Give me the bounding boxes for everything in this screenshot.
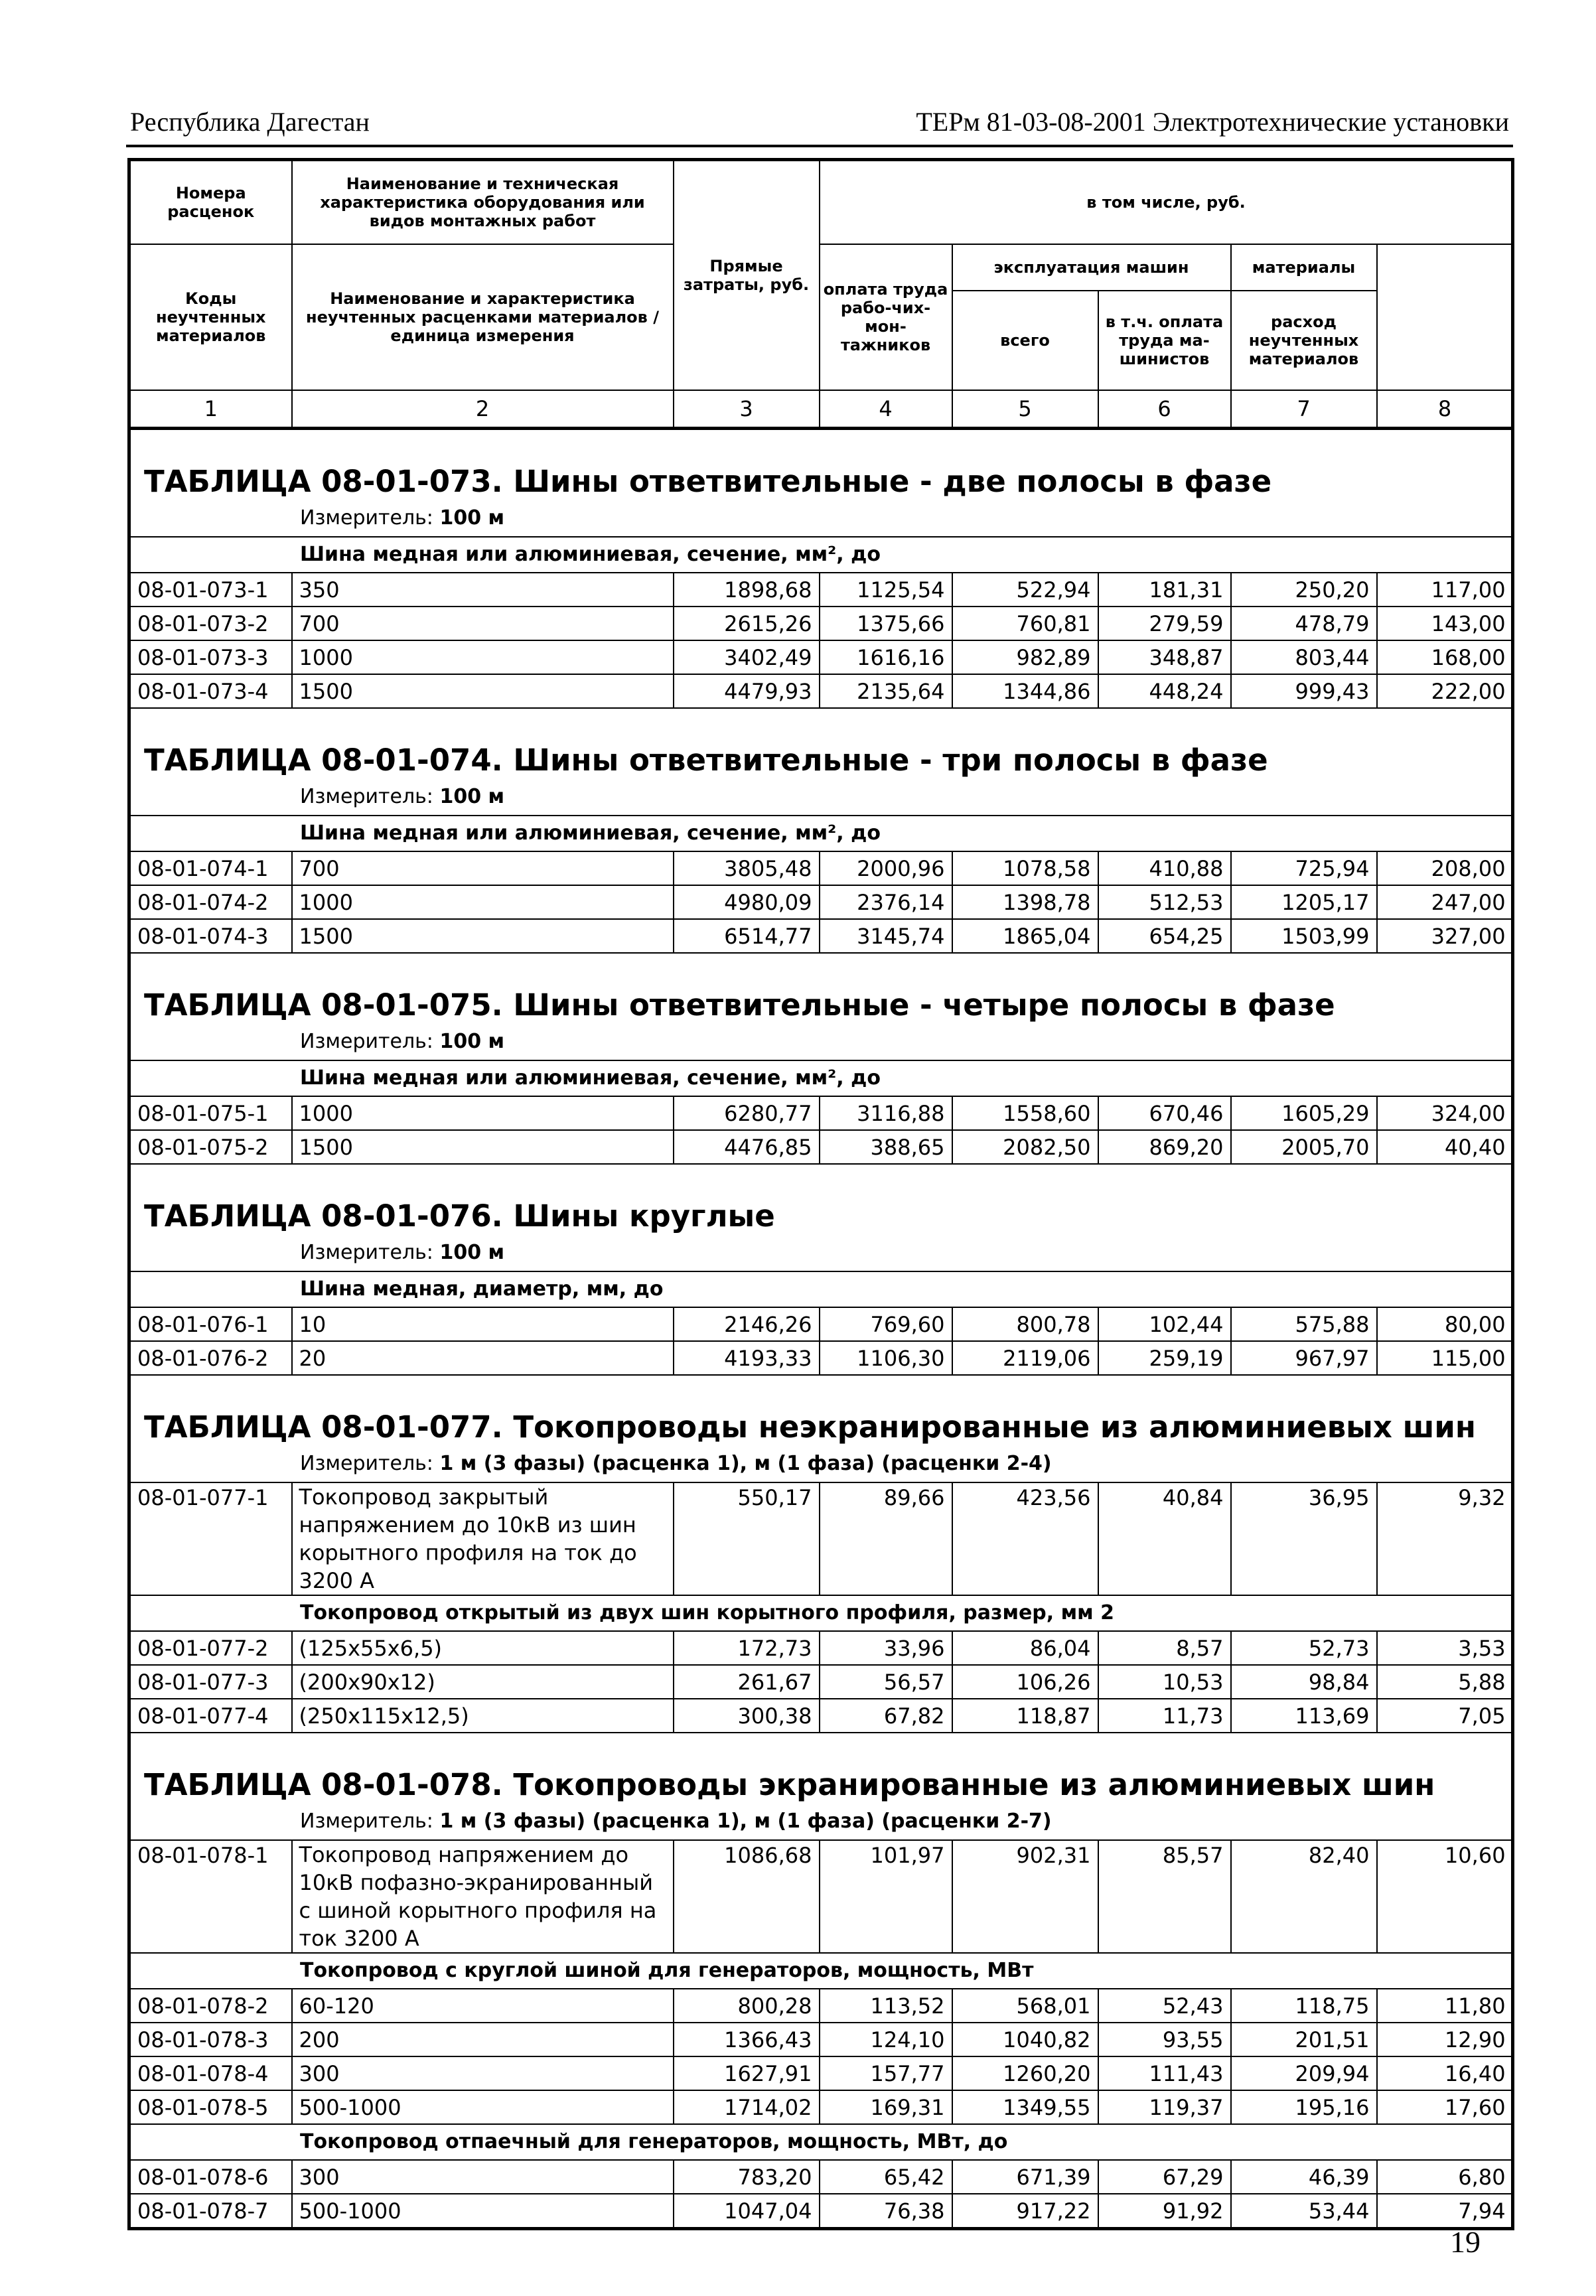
worker-pay: 56,57	[820, 1665, 952, 1699]
machines-total: 106,26	[952, 1665, 1098, 1699]
materials: 725,94	[1231, 851, 1377, 885]
header-row	[129, 160, 1513, 245]
machines-total: 1398,78	[952, 885, 1098, 919]
table-row	[129, 607, 1513, 640]
worker-pay: 113,52	[820, 1989, 952, 2023]
materials: 98,84	[1231, 1665, 1377, 1699]
worker-pay: 2000,96	[820, 851, 952, 885]
description: 300	[292, 2160, 674, 2194]
header-codes: Номера расценок	[129, 160, 292, 245]
worker-pay: 1375,66	[820, 607, 952, 640]
description: 700	[292, 607, 674, 640]
direct-costs: 3402,49	[674, 640, 820, 674]
materials: 250,20	[1231, 573, 1377, 607]
labor-hours: 80,00	[1377, 1307, 1513, 1341]
table-row	[129, 2090, 1513, 2124]
materials: 803,44	[1231, 640, 1377, 674]
group-label: Шина медная или алюминиевая, сечение, мм², до	[129, 1060, 1513, 1096]
group-label-row	[129, 1953, 1513, 1989]
table-row	[129, 2056, 1513, 2090]
group-label-row	[129, 816, 1513, 851]
direct-costs: 6514,77	[674, 919, 820, 953]
price-table	[127, 158, 1514, 2230]
table-row	[129, 1840, 1513, 1953]
measure-label: Измеритель:	[300, 785, 433, 808]
measure-row	[129, 1804, 1513, 1840]
direct-costs: 1714,02	[674, 2090, 820, 2124]
machines-total: 1260,20	[952, 2056, 1098, 2090]
header-document-title: ТЕРм 81-03-08-2001 Электротехнические установки	[916, 107, 1509, 137]
table-row	[129, 1341, 1513, 1375]
labor-hours: 40,40	[1377, 1130, 1513, 1164]
machinist-pay: 670,46	[1098, 1096, 1231, 1130]
direct-costs: 1086,68	[674, 1840, 820, 1953]
labor-hours: 16,40	[1377, 2056, 1513, 2090]
price-code: 08-01-075-1	[129, 1096, 292, 1130]
price-code: 08-01-074-3	[129, 919, 292, 953]
group-label: Шина медная или алюминиевая, сечение, мм², до	[129, 816, 1513, 851]
price-code: 08-01-078-1	[129, 1840, 292, 1953]
measure	[129, 1446, 1513, 1482]
measure-label: Измеритель:	[300, 506, 433, 530]
worker-pay: 2376,14	[820, 885, 952, 919]
measure-row	[129, 500, 1513, 537]
machines-total: 2082,50	[952, 1130, 1098, 1164]
header-material-codes: Коды неучтенных материалов	[129, 244, 292, 390]
header-machines: эксплуатация машин	[952, 244, 1231, 291]
machinist-pay: 93,55	[1098, 2023, 1231, 2056]
column-number: 2	[292, 390, 674, 429]
description: 500-1000	[292, 2194, 674, 2229]
measure-row	[129, 1446, 1513, 1482]
labor-hours: 3,53	[1377, 1631, 1513, 1665]
worker-pay: 157,77	[820, 2056, 952, 2090]
description: 300	[292, 2056, 674, 2090]
header-material-name: Наименование и характеристика неучтенных расценками материалов / единица измерения	[292, 244, 674, 390]
price-code: 08-01-074-1	[129, 851, 292, 885]
price-code: 08-01-073-1	[129, 573, 292, 607]
measure-value: 1 м (3 фазы) (расценка 1), м (1 фаза) (расценки 2-7)	[439, 1810, 1052, 1833]
measure-row	[129, 779, 1513, 816]
worker-pay: 1106,30	[820, 1341, 952, 1375]
labor-hours: 9,32	[1377, 1482, 1513, 1595]
price-code: 08-01-078-2	[129, 1989, 292, 2023]
price-code: 08-01-078-5	[129, 2090, 292, 2124]
machines-total: 2119,06	[952, 1341, 1098, 1375]
machinist-pay: 91,92	[1098, 2194, 1231, 2229]
measure-label: Измеритель:	[300, 1241, 433, 1264]
machines-total: 902,31	[952, 1840, 1098, 1953]
measure-label: Измеритель:	[300, 1030, 433, 1053]
labor-hours: 17,60	[1377, 2090, 1513, 2124]
price-code: 08-01-073-3	[129, 640, 292, 674]
machinist-pay: 102,44	[1098, 1307, 1231, 1341]
materials: 118,75	[1231, 1989, 1377, 2023]
description: 350	[292, 573, 674, 607]
price-code: 08-01-078-7	[129, 2194, 292, 2229]
price-code: 08-01-077-3	[129, 1665, 292, 1699]
table-row	[129, 1482, 1513, 1595]
machines-total: 982,89	[952, 640, 1098, 674]
table-title: ТАБЛИЦА 08-01-074. Шины ответвительные - три полосы в фазе	[129, 708, 1513, 779]
materials: 2005,70	[1231, 1130, 1377, 1164]
machinist-pay: 181,31	[1098, 573, 1231, 607]
price-code: 08-01-076-1	[129, 1307, 292, 1341]
machines-total: 917,22	[952, 2194, 1098, 2229]
machines-total: 522,94	[952, 573, 1098, 607]
materials: 1503,99	[1231, 919, 1377, 953]
direct-costs: 2615,26	[674, 607, 820, 640]
labor-hours: 12,90	[1377, 2023, 1513, 2056]
machinist-pay: 11,73	[1098, 1699, 1231, 1733]
measure	[129, 779, 1513, 816]
group-label: Шина медная, диаметр, мм, до	[129, 1271, 1513, 1307]
header-row	[129, 244, 1513, 291]
header-worker-pay: оплата труда рабо-чих-мон-тажников	[820, 244, 952, 390]
machines-total: 1349,55	[952, 2090, 1098, 2124]
materials: 82,40	[1231, 1840, 1377, 1953]
table-row	[129, 1665, 1513, 1699]
measure	[129, 1024, 1513, 1060]
description: Токопровод закрытый напряжением до 10кВ из шин корытного профиля на ток до 3200 А	[292, 1482, 674, 1595]
measure-label: Измеритель:	[300, 1452, 433, 1475]
machinist-pay: 67,29	[1098, 2160, 1231, 2194]
worker-pay: 2135,64	[820, 674, 952, 708]
machines-total: 760,81	[952, 607, 1098, 640]
direct-costs: 1627,91	[674, 2056, 820, 2090]
machinist-pay: 654,25	[1098, 919, 1231, 953]
description: 1000	[292, 640, 674, 674]
machinist-pay: 8,57	[1098, 1631, 1231, 1665]
header-materials: материалы	[1231, 244, 1377, 291]
table-row	[129, 674, 1513, 708]
table-title: ТАБЛИЦА 08-01-078. Токопроводы экранированные из алюминиевых шин	[129, 1733, 1513, 1804]
table-row	[129, 1307, 1513, 1341]
price-code: 08-01-074-2	[129, 885, 292, 919]
materials: 53,44	[1231, 2194, 1377, 2229]
description: 200	[292, 2023, 674, 2056]
direct-costs: 800,28	[674, 1989, 820, 2023]
worker-pay: 101,97	[820, 1840, 952, 1953]
table-title-row	[129, 1375, 1513, 1446]
description: 1500	[292, 919, 674, 953]
group-label-row	[129, 1271, 1513, 1307]
machines-total: 568,01	[952, 1989, 1098, 2023]
description: 20	[292, 1341, 674, 1375]
machines-total: 86,04	[952, 1631, 1098, 1665]
labor-hours: 117,00	[1377, 573, 1513, 607]
materials: 52,73	[1231, 1631, 1377, 1665]
machinist-pay: 448,24	[1098, 674, 1231, 708]
table-row	[129, 2194, 1513, 2229]
direct-costs: 783,20	[674, 2160, 820, 2194]
description: 1000	[292, 1096, 674, 1130]
worker-pay: 124,10	[820, 2023, 952, 2056]
price-code: 08-01-078-4	[129, 2056, 292, 2090]
machines-total: 1078,58	[952, 851, 1098, 885]
header-name: Наименование и техническая характеристика оборудования или видов монтажных работ	[292, 160, 674, 245]
materials: 967,97	[1231, 1341, 1377, 1375]
machinist-pay: 52,43	[1098, 1989, 1231, 2023]
direct-costs: 4476,85	[674, 1130, 820, 1164]
labor-hours: 327,00	[1377, 919, 1513, 953]
worker-pay: 67,82	[820, 1699, 952, 1733]
machines-total: 1865,04	[952, 919, 1098, 953]
labor-hours: 7,05	[1377, 1699, 1513, 1733]
price-code: 08-01-075-2	[129, 1130, 292, 1164]
table-row	[129, 1989, 1513, 2023]
labor-hours: 324,00	[1377, 1096, 1513, 1130]
labor-hours: 168,00	[1377, 640, 1513, 674]
header-machinist-pay: в т.ч. оплата труда ма-шинистов	[1098, 291, 1231, 390]
worker-pay: 33,96	[820, 1631, 952, 1665]
column-number: 8	[1377, 390, 1513, 429]
description: 1500	[292, 1130, 674, 1164]
table-row	[129, 2023, 1513, 2056]
table-title-row	[129, 708, 1513, 779]
worker-pay: 3145,74	[820, 919, 952, 953]
description: 10	[292, 1307, 674, 1341]
labor-hours: 247,00	[1377, 885, 1513, 919]
materials: 195,16	[1231, 2090, 1377, 2124]
column-number: 7	[1231, 390, 1377, 429]
table-row	[129, 1699, 1513, 1733]
labor-hours: 7,94	[1377, 2194, 1513, 2229]
materials: 113,69	[1231, 1699, 1377, 1733]
machinist-pay: 348,87	[1098, 640, 1231, 674]
labor-hours: 5,88	[1377, 1665, 1513, 1699]
direct-costs: 261,67	[674, 1665, 820, 1699]
labor-hours: 115,00	[1377, 1341, 1513, 1375]
table-row	[129, 1631, 1513, 1665]
group-label: Токопровод с круглой шиной для генераторов, мощность, МВт	[129, 1953, 1513, 1989]
direct-costs: 3805,48	[674, 851, 820, 885]
measure	[129, 1804, 1513, 1840]
column-number: 1	[129, 390, 292, 429]
materials: 46,39	[1231, 2160, 1377, 2194]
worker-pay: 65,42	[820, 2160, 952, 2194]
labor-hours: 11,80	[1377, 1989, 1513, 2023]
labor-hours: 208,00	[1377, 851, 1513, 885]
worker-pay: 388,65	[820, 1130, 952, 1164]
materials: 478,79	[1231, 607, 1377, 640]
labor-hours: 222,00	[1377, 674, 1513, 708]
table-title: ТАБЛИЦА 08-01-075. Шины ответвительные - четыре полосы в фазе	[129, 953, 1513, 1024]
table-title-row	[129, 429, 1513, 501]
worker-pay: 3116,88	[820, 1096, 952, 1130]
worker-pay: 1616,16	[820, 640, 952, 674]
description: 60-120	[292, 1989, 674, 2023]
table-row	[129, 2160, 1513, 2194]
direct-costs: 550,17	[674, 1482, 820, 1595]
price-code: 08-01-073-4	[129, 674, 292, 708]
table-row	[129, 573, 1513, 607]
table-row	[129, 851, 1513, 885]
price-code: 08-01-078-3	[129, 2023, 292, 2056]
description: (250x115x12,5)	[292, 1699, 674, 1733]
direct-costs: 6280,77	[674, 1096, 820, 1130]
measure-value: 1 м (3 фазы) (расценка 1), м (1 фаза) (расценки 2-4)	[439, 1452, 1052, 1475]
materials: 1205,17	[1231, 885, 1377, 919]
column-number: 4	[820, 390, 952, 429]
header-region: Республика Дагестан	[130, 107, 370, 137]
group-label-row	[129, 1595, 1513, 1631]
materials: 201,51	[1231, 2023, 1377, 2056]
machinist-pay: 85,57	[1098, 1840, 1231, 1953]
worker-pay: 89,66	[820, 1482, 952, 1595]
measure-value: 100 м	[439, 1030, 505, 1053]
column-number: 5	[952, 390, 1098, 429]
header-direct-costs: Прямые затраты, руб.	[674, 160, 820, 391]
labor-hours: 143,00	[1377, 607, 1513, 640]
measure-value: 100 м	[439, 785, 505, 808]
group-label: Шина медная или алюминиевая, сечение, мм², до	[129, 537, 1513, 573]
table-title-row	[129, 1733, 1513, 1804]
machines-total: 1344,86	[952, 674, 1098, 708]
group-label: Токопровод открытый из двух шин корытного профиля, размер, мм 2	[129, 1595, 1513, 1631]
machinist-pay: 111,43	[1098, 2056, 1231, 2090]
group-label-row	[129, 2124, 1513, 2160]
direct-costs: 1366,43	[674, 2023, 820, 2056]
price-code: 08-01-073-2	[129, 607, 292, 640]
direct-costs: 4479,93	[674, 674, 820, 708]
price-code: 08-01-077-4	[129, 1699, 292, 1733]
machines-total: 671,39	[952, 2160, 1098, 2194]
machines-total: 1558,60	[952, 1096, 1098, 1130]
machinist-pay: 119,37	[1098, 2090, 1231, 2124]
worker-pay: 1125,54	[820, 573, 952, 607]
page-header	[126, 105, 1513, 147]
description: 700	[292, 851, 674, 885]
direct-costs: 2146,26	[674, 1307, 820, 1341]
table-title: ТАБЛИЦА 08-01-073. Шины ответвительные - две полосы в фазе	[129, 429, 1513, 501]
direct-costs: 300,38	[674, 1699, 820, 1733]
description: 500-1000	[292, 2090, 674, 2124]
measure-value: 100 м	[439, 506, 505, 530]
table-title: ТАБЛИЦА 08-01-076. Шины круглые	[129, 1164, 1513, 1235]
machinist-pay: 10,53	[1098, 1665, 1231, 1699]
column-number: 3	[674, 390, 820, 429]
table-row	[129, 919, 1513, 953]
table-title-row	[129, 1164, 1513, 1235]
machinist-pay: 512,53	[1098, 885, 1231, 919]
worker-pay: 769,60	[820, 1307, 952, 1341]
worker-pay: 169,31	[820, 2090, 952, 2124]
description: Токопровод напряжением до 10кВ пофазно-экранированный с шиной корытного профиля на ток 3200 А	[292, 1840, 674, 1953]
group-label-row	[129, 537, 1513, 573]
materials: 36,95	[1231, 1482, 1377, 1595]
measure	[129, 1235, 1513, 1271]
measure	[129, 500, 1513, 537]
price-code: 08-01-078-6	[129, 2160, 292, 2194]
direct-costs: 1898,68	[674, 573, 820, 607]
machinist-pay: 259,19	[1098, 1341, 1231, 1375]
table-row	[129, 885, 1513, 919]
worker-pay: 76,38	[820, 2194, 952, 2229]
machinist-pay: 279,59	[1098, 607, 1231, 640]
price-code: 08-01-077-1	[129, 1482, 292, 1595]
labor-hours: 6,80	[1377, 2160, 1513, 2194]
labor-hours: 10,60	[1377, 1840, 1513, 1953]
description: 1000	[292, 885, 674, 919]
direct-costs: 4980,09	[674, 885, 820, 919]
measure-label: Измеритель:	[300, 1810, 433, 1833]
measure-row	[129, 1235, 1513, 1271]
machinist-pay: 410,88	[1098, 851, 1231, 885]
table-title: ТАБЛИЦА 08-01-077. Токопроводы неэкранированные из алюминиевых шин	[129, 1375, 1513, 1446]
group-label-row	[129, 1060, 1513, 1096]
column-number: 6	[1098, 390, 1231, 429]
machines-total: 800,78	[952, 1307, 1098, 1341]
table-row	[129, 640, 1513, 674]
measure-value: 100 м	[439, 1241, 505, 1264]
table-row	[129, 1096, 1513, 1130]
machines-total: 118,87	[952, 1699, 1098, 1733]
header-unaccounted-materials: расход неучтенных материалов	[1231, 291, 1377, 390]
materials: 575,88	[1231, 1307, 1377, 1341]
direct-costs: 1047,04	[674, 2194, 820, 2229]
table-row	[129, 1130, 1513, 1164]
direct-costs: 4193,33	[674, 1341, 820, 1375]
price-code: 08-01-076-2	[129, 1341, 292, 1375]
direct-costs: 172,73	[674, 1631, 820, 1665]
machinist-pay: 40,84	[1098, 1482, 1231, 1595]
column-number-row	[129, 390, 1513, 429]
description: 1500	[292, 674, 674, 708]
measure-row	[129, 1024, 1513, 1060]
materials: 1605,29	[1231, 1096, 1377, 1130]
materials: 999,43	[1231, 674, 1377, 708]
description: (200x90x12)	[292, 1665, 674, 1699]
machines-total: 1040,82	[952, 2023, 1098, 2056]
header-machines-total: всего	[952, 291, 1098, 390]
description: (125x55x6,5)	[292, 1631, 674, 1665]
header-including: в том числе, руб.	[820, 160, 1513, 245]
price-code: 08-01-077-2	[129, 1631, 292, 1665]
page-number: 19	[1450, 2225, 1481, 2259]
machines-total: 423,56	[952, 1482, 1098, 1595]
materials: 209,94	[1231, 2056, 1377, 2090]
group-label: Токопровод отпаечный для генераторов, мощность, МВт, до	[129, 2124, 1513, 2160]
machinist-pay: 869,20	[1098, 1130, 1231, 1164]
table-title-row	[129, 953, 1513, 1024]
